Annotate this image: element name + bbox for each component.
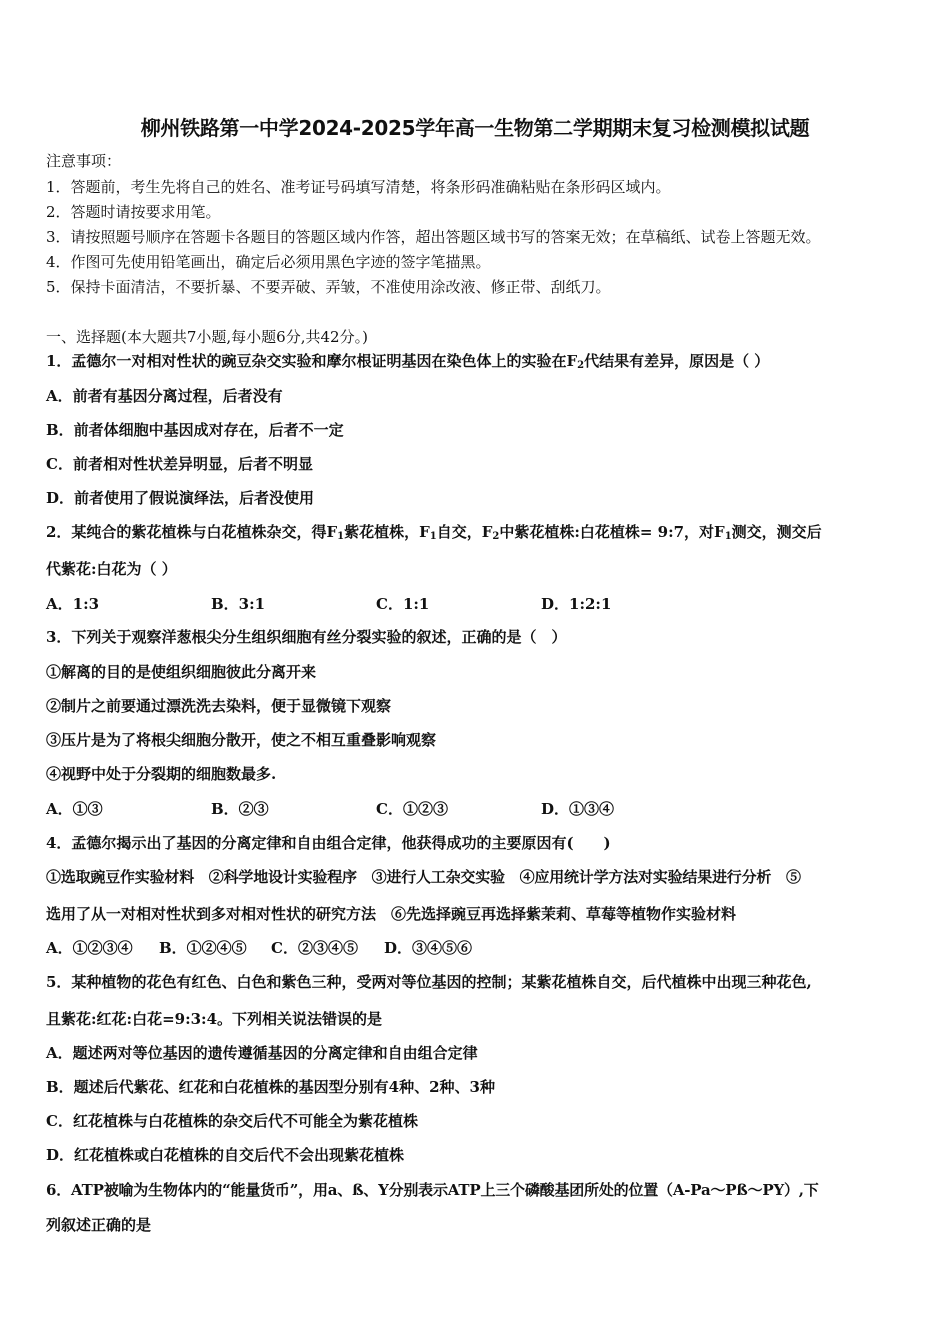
question-4-stem-line3: 选用了从一对相对性状到多对相对性状的研究方法 ⑥先选择豌豆再选择紫茉莉、草莓等植物作实验材料 [46, 905, 737, 923]
question-3-option-a: A．①③ [46, 800, 103, 818]
question-3-stem: 3．下列关于观察洋葱根尖分生组织细胞有丝分裂实验的叙述，正确的是（ ） [46, 628, 567, 646]
question-3-statement-1: ①解离的目的是使组织细胞彼此分离开来 [46, 663, 317, 681]
question-2-stem: 2．某纯合的紫花植株与白花植株杂交，得$F_1$紫花植株，$F_1$自交，$F_2$中紫花植株:白花植株= 9:7，对$F_1$测交，测交后 [46, 523, 822, 542]
notes-item-5: 5．保持卡面清洁，不要折暴、不要弄破、弄皱，不准使用涂改液、修正带、刮纸刀。 [46, 278, 611, 296]
notes-item-1: 1．答题前，考生先将自己的姓名、准考证号码填写清楚，将条形码准确粘贴在条形码区域内。 [46, 178, 671, 196]
question-5-option-b: B．题述后代紫花、红花和白花植株的基因型分别有4种、2种、3种 [46, 1078, 495, 1096]
question-3-option-b: B．②③ [211, 800, 269, 818]
question-1-option-a: A．前者有基因分离过程，后者没有 [46, 387, 283, 405]
page-title: 柳州铁路第一中学2024-2025学年高一生物第二学期期末复习检测模拟试题 [140, 116, 810, 140]
notes-item-4: 4．作图可先使用铅笔画出，确定后必须用黑色字迹的签字笔描黑。 [46, 253, 491, 271]
question-3-statement-3: ③压片是为了将根尖细胞分散开，使之不相互重叠影响观察 [46, 731, 437, 749]
question-4-option-b: B．①②④⑤ [159, 939, 247, 957]
question-5-option-a: A．题述两对等位基因的遗传遵循基因的分离定律和自由组合定律 [46, 1044, 478, 1062]
question-1-option-b: B．前者体细胞中基因成对存在，后者不一定 [46, 421, 344, 439]
question-5-stem-line2: 且紫花:红花:白花=9:3:4。下列相关说法错误的是 [46, 1010, 383, 1028]
question-2-stem-line2: 代紫花:白花为（ ） [46, 560, 177, 578]
section-heading: 一、选择题(本大题共7小题,每小题6分,共42分。) [46, 328, 368, 346]
question-1-option-c: C．前者相对性状差异明显，后者不明显 [46, 455, 313, 473]
question-2-option-a: A．1:3 [46, 595, 100, 613]
question-3-statement-2: ②制片之前要通过漂洗洗去染料，便于显微镜下观察 [46, 697, 392, 715]
question-3-option-c: C．①②③ [376, 800, 448, 818]
question-3-option-d: D．①③④ [541, 800, 615, 818]
notes-heading: 注意事项： [46, 152, 122, 170]
question-1-option-d: D．前者使用了假说演绎法，后者没使用 [46, 489, 315, 507]
question-5-option-c: C．红花植株与白花植株的杂交后代不可能全为紫花植株 [46, 1112, 418, 1130]
notes-item-2: 2．答题时请按要求用笔。 [46, 203, 221, 221]
question-6-stem-line2: 列叙述正确的是 [46, 1216, 152, 1234]
question-2-option-d: D．1:2:1 [541, 595, 612, 613]
question-5-option-d: D．红花植株或白花植株的自交后代不会出现紫花植株 [46, 1146, 405, 1164]
notes-item-3: 3．请按照题号顺序在答题卡各题目的答题区域内作答，超出答题区域书写的答案无效；在草稿纸、试卷上答题无效。 [46, 228, 821, 246]
question-4-option-d: D．③④⑤⑥ [384, 939, 473, 957]
question-6-stem: 6．ATP被喻为生物体内的“能量货币”，用a、ß、Y分别表示ATP上三个磷酸基团所处的位置（A-Pa～Pß～PY）,下 [46, 1181, 819, 1199]
question-2-option-b: B．3:1 [211, 595, 266, 613]
question-2-option-c: C．1:1 [376, 595, 430, 613]
question-4-option-a: A．①②③④ [46, 939, 133, 957]
question-4-stem: 4．孟德尔揭示出了基因的分离定律和自由组合定律，他获得成功的主要原因有( ) [46, 834, 611, 852]
question-1-stem: 1．孟德尔一对相对性状的豌豆杂交实验和摩尔根证明基因在染色体上的实验在$F_2$代结果有差异，原因是（ ） [46, 352, 770, 371]
question-5-stem: 5．某种植物的花色有红色、白色和紫色三种，受两对等位基因的控制；某紫花植株自交，后代植株中出现三种花色, [46, 973, 812, 991]
question-4-stem-line2: ①选取豌豆作实验材料 ②科学地设计实验程序 ③进行人工杂交实验 ④应用统计学方法对实验结果进行分析 ⑤ [46, 868, 801, 886]
question-4-option-c: C．②③④⑤ [271, 939, 358, 957]
question-3-statement-4: ④视野中处于分裂期的细胞数最多. [46, 765, 277, 783]
